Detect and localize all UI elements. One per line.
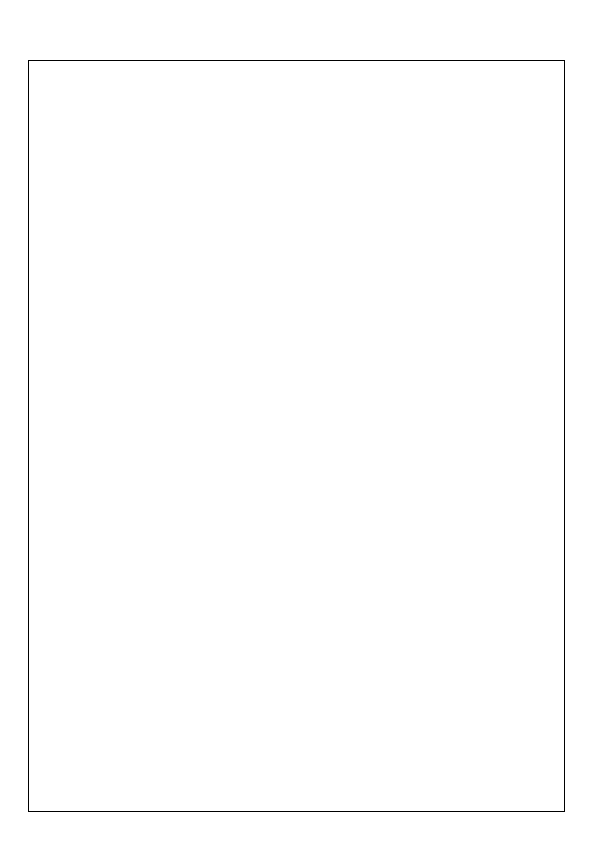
article-content (29, 61, 564, 72)
article-frame (28, 60, 565, 812)
